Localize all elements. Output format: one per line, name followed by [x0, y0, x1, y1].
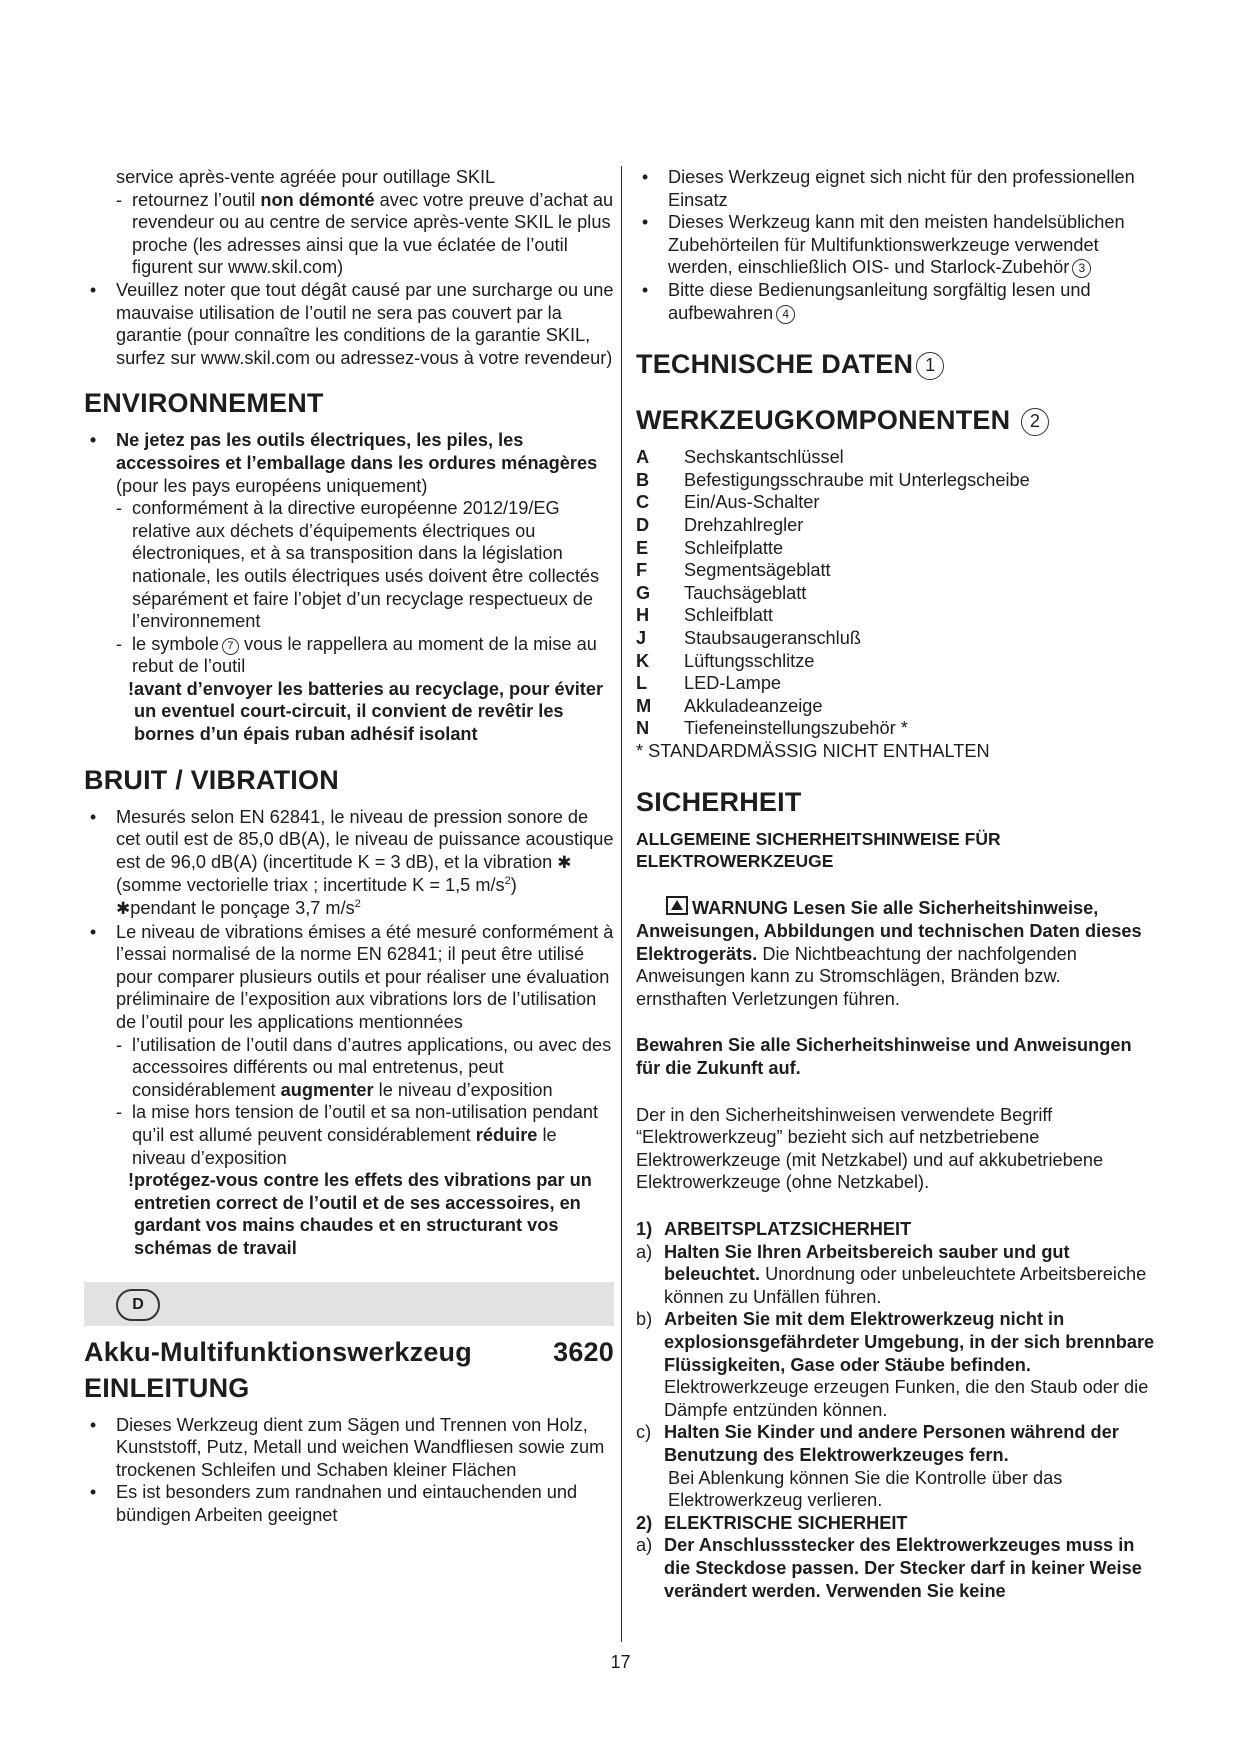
intro-item-usage: • Dieses Werkzeug dient zum Sägen und Trennen von Holz, Kunststoff, Putz, Metall und weichen Wandfliesen sowie zum trockenen Schleifen und Schaben kleiner Flächen [84, 1414, 614, 1482]
component-label: LED-Lampe [684, 673, 782, 694]
warranty-text: service après-vente agréée pour outillage SKIL [116, 167, 496, 187]
component-item [636, 627, 1156, 650]
component-item [636, 695, 1156, 718]
component-label: Schleifblatt [684, 605, 773, 626]
product-number: 3620 [553, 1336, 614, 1367]
right-column [636, 166, 1156, 1602]
component-letter: B [636, 469, 650, 490]
noise-vibration-heading: BRUIT / VIBRATION [84, 764, 339, 795]
section-1-title: 1) ARBEITSPLATZSICHERHEIT [636, 1219, 912, 1239]
component-label: Tiefeneinstellungszubehör * [684, 718, 908, 739]
environment-heading: ENVIRONNEMENT [84, 388, 324, 419]
component-letter: J [636, 627, 647, 648]
warning-icon [666, 896, 688, 915]
component-item [636, 537, 1156, 560]
component-item [636, 582, 1156, 605]
asterisk-icon: ✱ [116, 899, 131, 919]
section-2a: a) Der Anschlussstecker des Elektrowerkzeuges muss in die Steckdose passen. Der Stecker darf in keiner Weise verändert werden. Verwenden Sie keine [636, 1535, 1142, 1601]
intro-item-read-manual: • Bitte diese Bedienungsanleitung sorgfältig lesen und aufbewahren 4 [636, 279, 1156, 324]
component-letter: M [636, 695, 652, 716]
component-letter: K [636, 650, 650, 671]
component-item [636, 559, 1156, 582]
component-label: Lüftungsschlitze [684, 650, 815, 671]
component-label: Drehzahlregler [684, 514, 804, 535]
product-title-row [84, 1336, 614, 1368]
figure-4-icon: 4 [776, 305, 795, 324]
component-item [636, 514, 1156, 537]
figure-1-icon: 1 [916, 352, 944, 380]
component-item [636, 446, 1156, 469]
components-heading: WERKZEUGKOMPONENTEN 2 [636, 404, 1156, 436]
environment-symbol-item: - le symbole 7 vous le rappellera au moment de la mise au rebut de l’outil [84, 633, 614, 678]
general-safety-subheading: ALLGEMEINE SICHERHEITSHINWEISE FÜR ELEKTROWERKZEUGE [636, 829, 1001, 872]
left-column [84, 166, 614, 1527]
language-section-bar [84, 1282, 614, 1326]
noise-measurement-item: • Mesurés selon EN 62841, le niveau de pression sonore de cet outil est de 85,0 dB(A), le niveau de puissance acoustique est de 96,0 dB(A) (incertitude K = 3 dB), et la vibration ✱ (somme vectorielle triax ; incertitude K = 1,5 $m/s^2$) [84, 806, 614, 897]
section-2-title: 2) ELEKTRISCHE SICHERHEIT [636, 1512, 908, 1533]
introduction-heading: EINLEITUNG [84, 1372, 250, 1403]
safety-heading: SICHERHEIT [636, 787, 802, 818]
power-tool-definition: Der in den Sicherheitshinweisen verwendete Begriff “Elektrowerkzeug” bezieht sich auf netzbetriebene Elektrowerkzeuge (mit Netzkabel) und auf akkubetriebene Elektrowerkzeuge (ohne Netzkabel). [636, 1104, 1104, 1193]
intro-item-accessories: • Dieses Werkzeug kann mit den meisten handelsüblichen Zubehörteilen für Multifunktionswerkzeuge verwendet werden, einschließlich OIS- und Starlock-Zubehör 3 [636, 211, 1156, 279]
component-label: Schleifplatte [684, 537, 784, 558]
intro-item-flush-work: • Es ist besonders zum randnahen und eintauchenden und bündigen Arbeiten geeignet [84, 1481, 614, 1526]
warranty-return-item: - retournez l’outil non démonté avec votre preuve d’achat au revendeur ou au centre de service après-vente SKIL le plus proche (les adresses ainsi que la vue éclatée de l’outil figurent sur www.skil.com) [84, 189, 614, 279]
component-label: Sechskantschlüssel [684, 447, 844, 468]
exposure-decrease-item: - la mise hors tension de l’outil et sa non-utilisation pendant qu’il est allumé peuvent considérablement réduire le niveau d’exposition [84, 1101, 614, 1169]
component-label: Befestigungsschraube mit Unterlegscheibe [684, 469, 1030, 490]
figure-2-icon: 2 [1021, 408, 1049, 436]
intro-item-not-professional: • Dieses Werkzeug eignet sich nicht für den professionellen Einsatz [636, 166, 1156, 211]
component-letter: D [636, 514, 650, 535]
component-item [636, 469, 1156, 492]
environment-directive-item: - conformément à la directive européenne 2012/19/EG relative aux déchets d’équipements électriques ou électroniques, et à sa transposition dans la législation nationale, les outils électriques usés doivent être collectés séparément et faire l’objet d’un recyclage respectueux de l’environnement [84, 497, 614, 633]
component-list [636, 446, 1156, 740]
components-footnote: * STANDARDMÄSSIG NICHT ENTHALTEN [636, 740, 990, 761]
product-name: Akku-Multifunktionswerkzeug [84, 1336, 472, 1367]
component-letter: L [636, 673, 648, 694]
environment-bullet: • Ne jetez pas les outils électriques, les piles, les accessoires et l’emballage dans les ordures ménagères (pour les pays européens uniquement) [84, 429, 614, 497]
sanding-vibration-value: ✱pendant le ponçage 3,7 $m/s^2$ [116, 897, 361, 919]
vibration-level-item: • Le niveau de vibrations émises a été mesuré conformément à l’essai normalisé de la norme EN 62841; il peut être utilisé pour comparer plusieurs outils et pour réaliser une évaluation préliminaire de l’exposition aux vibrations lors de l’utilisation de l’outil pour les applications mentionnées [84, 921, 614, 1034]
component-letter: F [636, 560, 648, 581]
component-item [636, 491, 1156, 514]
vibration-protection-warning: ! protégez-vous contre les effets des vibrations par un entretien correct de l’outil et de ses accessoires, en gardant vos mains chaudes et en structurant vos schémas de travail [84, 1169, 614, 1259]
section-1c: c) Halten Sie Kinder und andere Personen während der Benutzung des Elektrowerkzeuges fern. [636, 1422, 1119, 1465]
asterisk-icon: ✱ [557, 852, 572, 872]
column-divider [621, 166, 622, 1642]
component-label: Ein/Aus-Schalter [684, 492, 820, 513]
exposure-increase-item: - l’utilisation de l’outil dans d’autres applications, ou avec des accessoires différents ou mal entretenus, peut considérablement augmenter le niveau d’exposition [84, 1034, 614, 1102]
component-letter: H [636, 605, 650, 626]
component-letter: E [636, 537, 649, 558]
warranty-note: • Veuillez noter que tout dégât causé par une surcharge ou une mauvaise utilisation de l’outil ne sera pas couvert par la garantie (pour connaître les conditions de la garantie SKIL, surfez sur www.skil.com ou adressez-vous à votre revendeur) [84, 279, 614, 369]
section-1b: b) Arbeiten Sie mit dem Elektrowerkzeug nicht in explosionsgefährdeter Umgebung, in der sich brennbare Flüssigkeiten, Gase oder Stäube befinden. Elektrowerkzeuge erzeugen Funken, die den Staub oder die Dämpfe entzünden können. [636, 1309, 1155, 1420]
figure-3-icon: 3 [1072, 259, 1091, 278]
warning-paragraph: WARNUNG Lesen Sie alle Sicherheitshinweise, Anweisungen, Abbildungen und technischen Daten dieses Elektrogeräts. Die Nichtbeachtung der nachfolgenden Anweisungen kann zu Stromschlägen, Bränden bzw. ernsthaften Verletzungen führen. [636, 898, 1142, 1009]
component-item [636, 650, 1156, 673]
technical-data-heading: TECHNISCHE DATEN 1 [636, 348, 1156, 380]
section-1c-detail: Bei Ablenkung können Sie die Kontrolle über das Elektrowerkzeug verlieren. [668, 1467, 1063, 1511]
component-label: Tauchsägeblatt [684, 582, 807, 603]
component-label: Akkuladeanzeige [684, 695, 823, 716]
component-item [636, 604, 1156, 627]
component-letter: A [636, 447, 650, 468]
component-item [636, 672, 1156, 695]
page-number: 17 [610, 1652, 631, 1672]
component-letter: C [636, 492, 650, 513]
component-letter: G [636, 582, 651, 603]
symbol-7-icon: 7 [222, 638, 239, 655]
component-label: Staubsaugeranschluß [684, 627, 861, 648]
component-item [636, 717, 1156, 740]
section-1a: a) Halten Sie Ihren Arbeitsbereich sauber und gut beleuchtet. Unordnung oder unbeleuchtete Arbeitsbereiche können zu Unfällen führen. [636, 1241, 1147, 1307]
country-code-badge: D [116, 1289, 160, 1321]
keep-instructions-note: Bewahren Sie alle Sicherheitshinweise und Anweisungen für die Zukunft auf. [636, 1035, 1132, 1079]
component-label: Segmentsägeblatt [684, 560, 831, 581]
battery-recycling-warning: ! avant d’envoyer les batteries au recyclage, pour éviter un eventuel court-circuit, il convient de revêtir les bornes d’un épais ruban adhésif isolant [84, 678, 614, 746]
component-letter: N [636, 718, 650, 739]
